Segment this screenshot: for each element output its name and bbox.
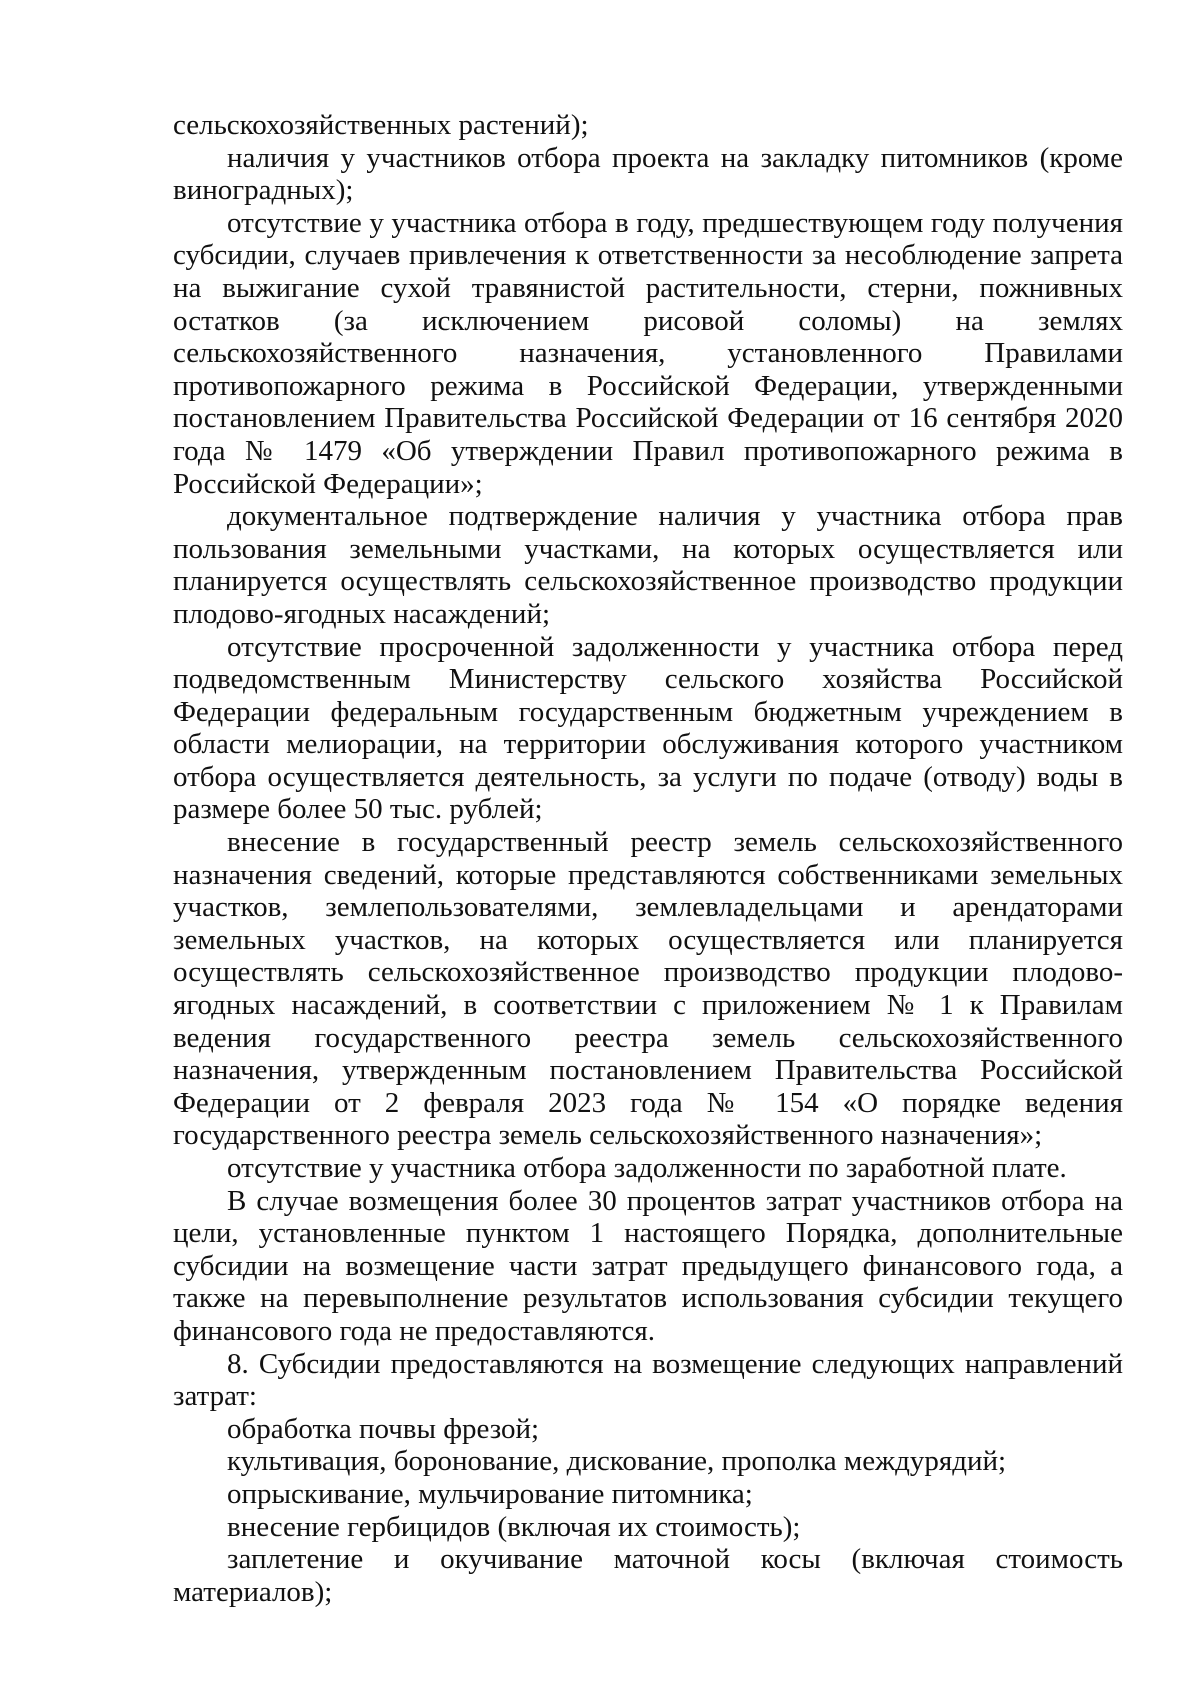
paragraph-land-registry: внесение в государственный реестр земель сельскохозяйственного назначения сведений, которые представляются собственниками земельных участков, землепользователями, землевладельцами и арендаторами земельных участков, на которых осуществляется или планируется осуществлять сельскохозяйственное производство продукции плодово-ягодных насаждений, в соответствии с приложением № 1 к Правилам ведения государственного реестра земель сельскохозяйственного назначения, утвержденным постановлением Правительства Российской Федерации от 2 февраля 2023 года № 154 «О порядке ведения государственного реестра земель сельскохозяйственного назначения»; [173, 826, 1123, 1152]
paragraph-nursery-project: наличия у участников отбора проекта на закладку питомников (кроме виноградных); [173, 141, 1123, 207]
paragraph-continuation: сельскохозяйственных растений); [173, 109, 589, 141]
list-item-milling: обработка почвы фрезой; [227, 1412, 540, 1445]
paragraph-wage-debt: отсутствие у участника отбора задолженности по заработной плате. [227, 1152, 1067, 1184]
paragraph-fire-regime: отсутствие у участника отбора в году, предшествующем году получения субсидии, случаев привлечения к ответственности за несоблюдение запрета на выжигание сухой травянистой растительности, стерни, пожнивных остатков (за исключением рисовой соломы) на землях сельскохозяйственного назначения, установленного Правилами противопожарного режима в Российской Федерации, утвержденными постановлением Правительства Российской Федерации от 16 сентября 2020 года № 1479 «Об утверждении Правил противопожарного режима в Российской Федерации»; [173, 206, 1123, 500]
paragraph-reimbursement-limit: В случае возмещения более 30 процентов затрат участников отбора на цели, установленные пунктом 1 настоящего Порядка, дополнительные субсидии на возмещение части затрат предыдущего финансового года, а также на перевыполнение результатов использования субсидии текущего финансового года не предоставляются. [173, 1184, 1123, 1347]
list-item-braiding: заплетение и окучивание маточной косы (включая стоимость материалов); [173, 1543, 1123, 1608]
list-item-herbicides: внесение гербицидов (включая их стоимость); [227, 1510, 801, 1543]
paragraph-irrigation-debt: отсутствие просроченной задолженности у участника отбора перед подведомственным Министерству сельского хозяйства Российской Федерации федеральным государственным бюджетным учреждением в области мелиорации, на территории обслуживания которого участником отбора осуществляется деятельность, за услуги по подаче (отводу) воды в размере более 50 тыс. рублей; [173, 630, 1123, 826]
list-item-spraying: опрыскивание, мульчирование питомника; [227, 1477, 753, 1510]
list-item-cultivation: культивация, боронование, дискование, прополка междурядий; [227, 1445, 1007, 1478]
paragraph-section-8: 8. Субсидии предоставляются на возмещение следующих направлений затрат: [173, 1347, 1123, 1413]
paragraph-land-rights: документальное подтверждение наличия у участника отбора прав пользования земельными участками, на которых осуществляется или планируется осуществлять сельскохозяйственное производство продукции плодово-ягодных насаждений; [173, 500, 1123, 630]
document-body [173, 109, 1123, 1608]
